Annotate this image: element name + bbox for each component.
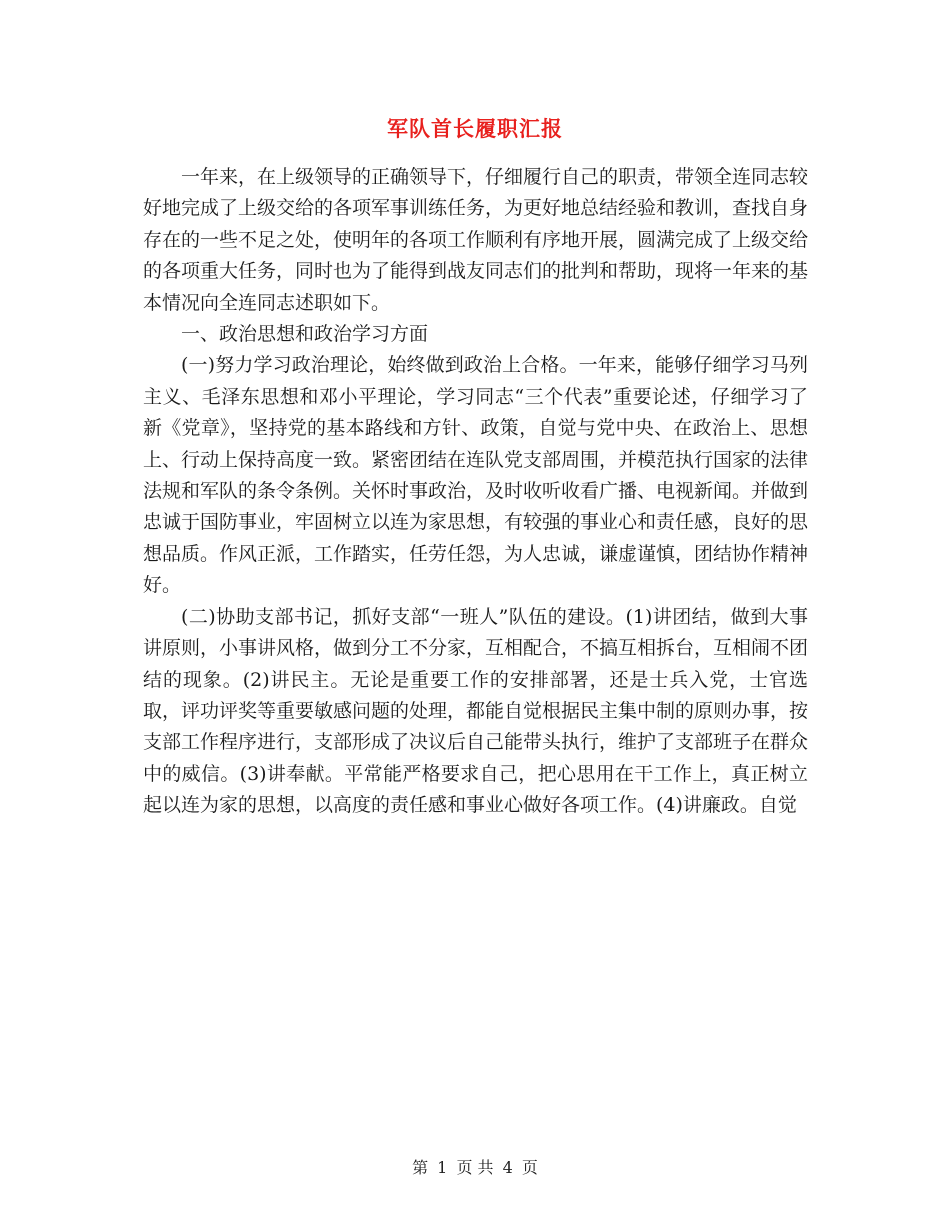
paragraph-political-study: (一)努力学习政治理论，始终做到政治上合格。一年来，能够仔细学习马列主义、毛泽东思想和邓小平理论，学习同志“三个代表”重要论述，仔细学习了新《党章》，坚持党的基本路线和方针、政策，自觉与党中央、在政治上、思想上、行动上保持高度一致。紧密团结在连队党支部周围，并模范执行国家的法律法规和军队的条令条例。关怀时事政治，及时收听收看广播、电视新闻。并做到忠诚于国防事业，牢固树立以连为家思想，有较强的事业心和责任感，良好的思想品质。作风正派，工作踏实，任劳任怨，为人忠诚，谦虚谨慎，团结协作精神好。: [143, 354, 809, 597]
document-body: [143, 162, 808, 822]
footer-total-pages: 4: [502, 1158, 513, 1177]
footer-suffix: 页: [521, 1158, 538, 1177]
section-heading: 一、政治思想和政治学习方面: [181, 323, 429, 346]
footer-current-page: 1: [437, 1158, 448, 1177]
paragraph-branch-building: (二)协助支部书记，抓好支部“一班人”队伍的建设。(1)讲团结，做到大事讲原则，小事讲风格，做到分工不分家，互相配合，不搞互相拆台，互相闹不团结的现象。(2)讲民主。无论是重要工作的安排部署，还是士兵入党，士官选取，评功评奖等重要敏感问题的处理，都能自觉根据民主集中制的原则办事，按支部工作程序进行，支部形成了决议后自己能带头执行，维护了支部班子在群众中的威信。(3)讲奉献。平常能严格要求自己，把心思用在干工作上，真正树立起以连为家的思想，以高度的责任感和事业心做好各项工作。(4)讲廉政。自觉: [143, 605, 809, 817]
document-title: 军队首长履职汇报: [387, 116, 563, 141]
footer-prefix: 第: [412, 1158, 429, 1177]
page-footer: [0, 1155, 950, 1178]
footer-mid: 页 共: [456, 1158, 494, 1177]
paragraph-intro: 一年来，在上级领导的正确领导下，仔细履行自己的职责，带领全连同志较好地完成了上级交给的各项军事训练任务，为更好地总结经验和教训，查找自身存在的一些不足之处，使明年的各项工作顺利有序地开展，圆满完成了上级交给的各项重大任务，同时也为了能得到战友同志们的批判和帮助，现将一年来的基本情况向全连同志述职如下。: [143, 166, 809, 314]
